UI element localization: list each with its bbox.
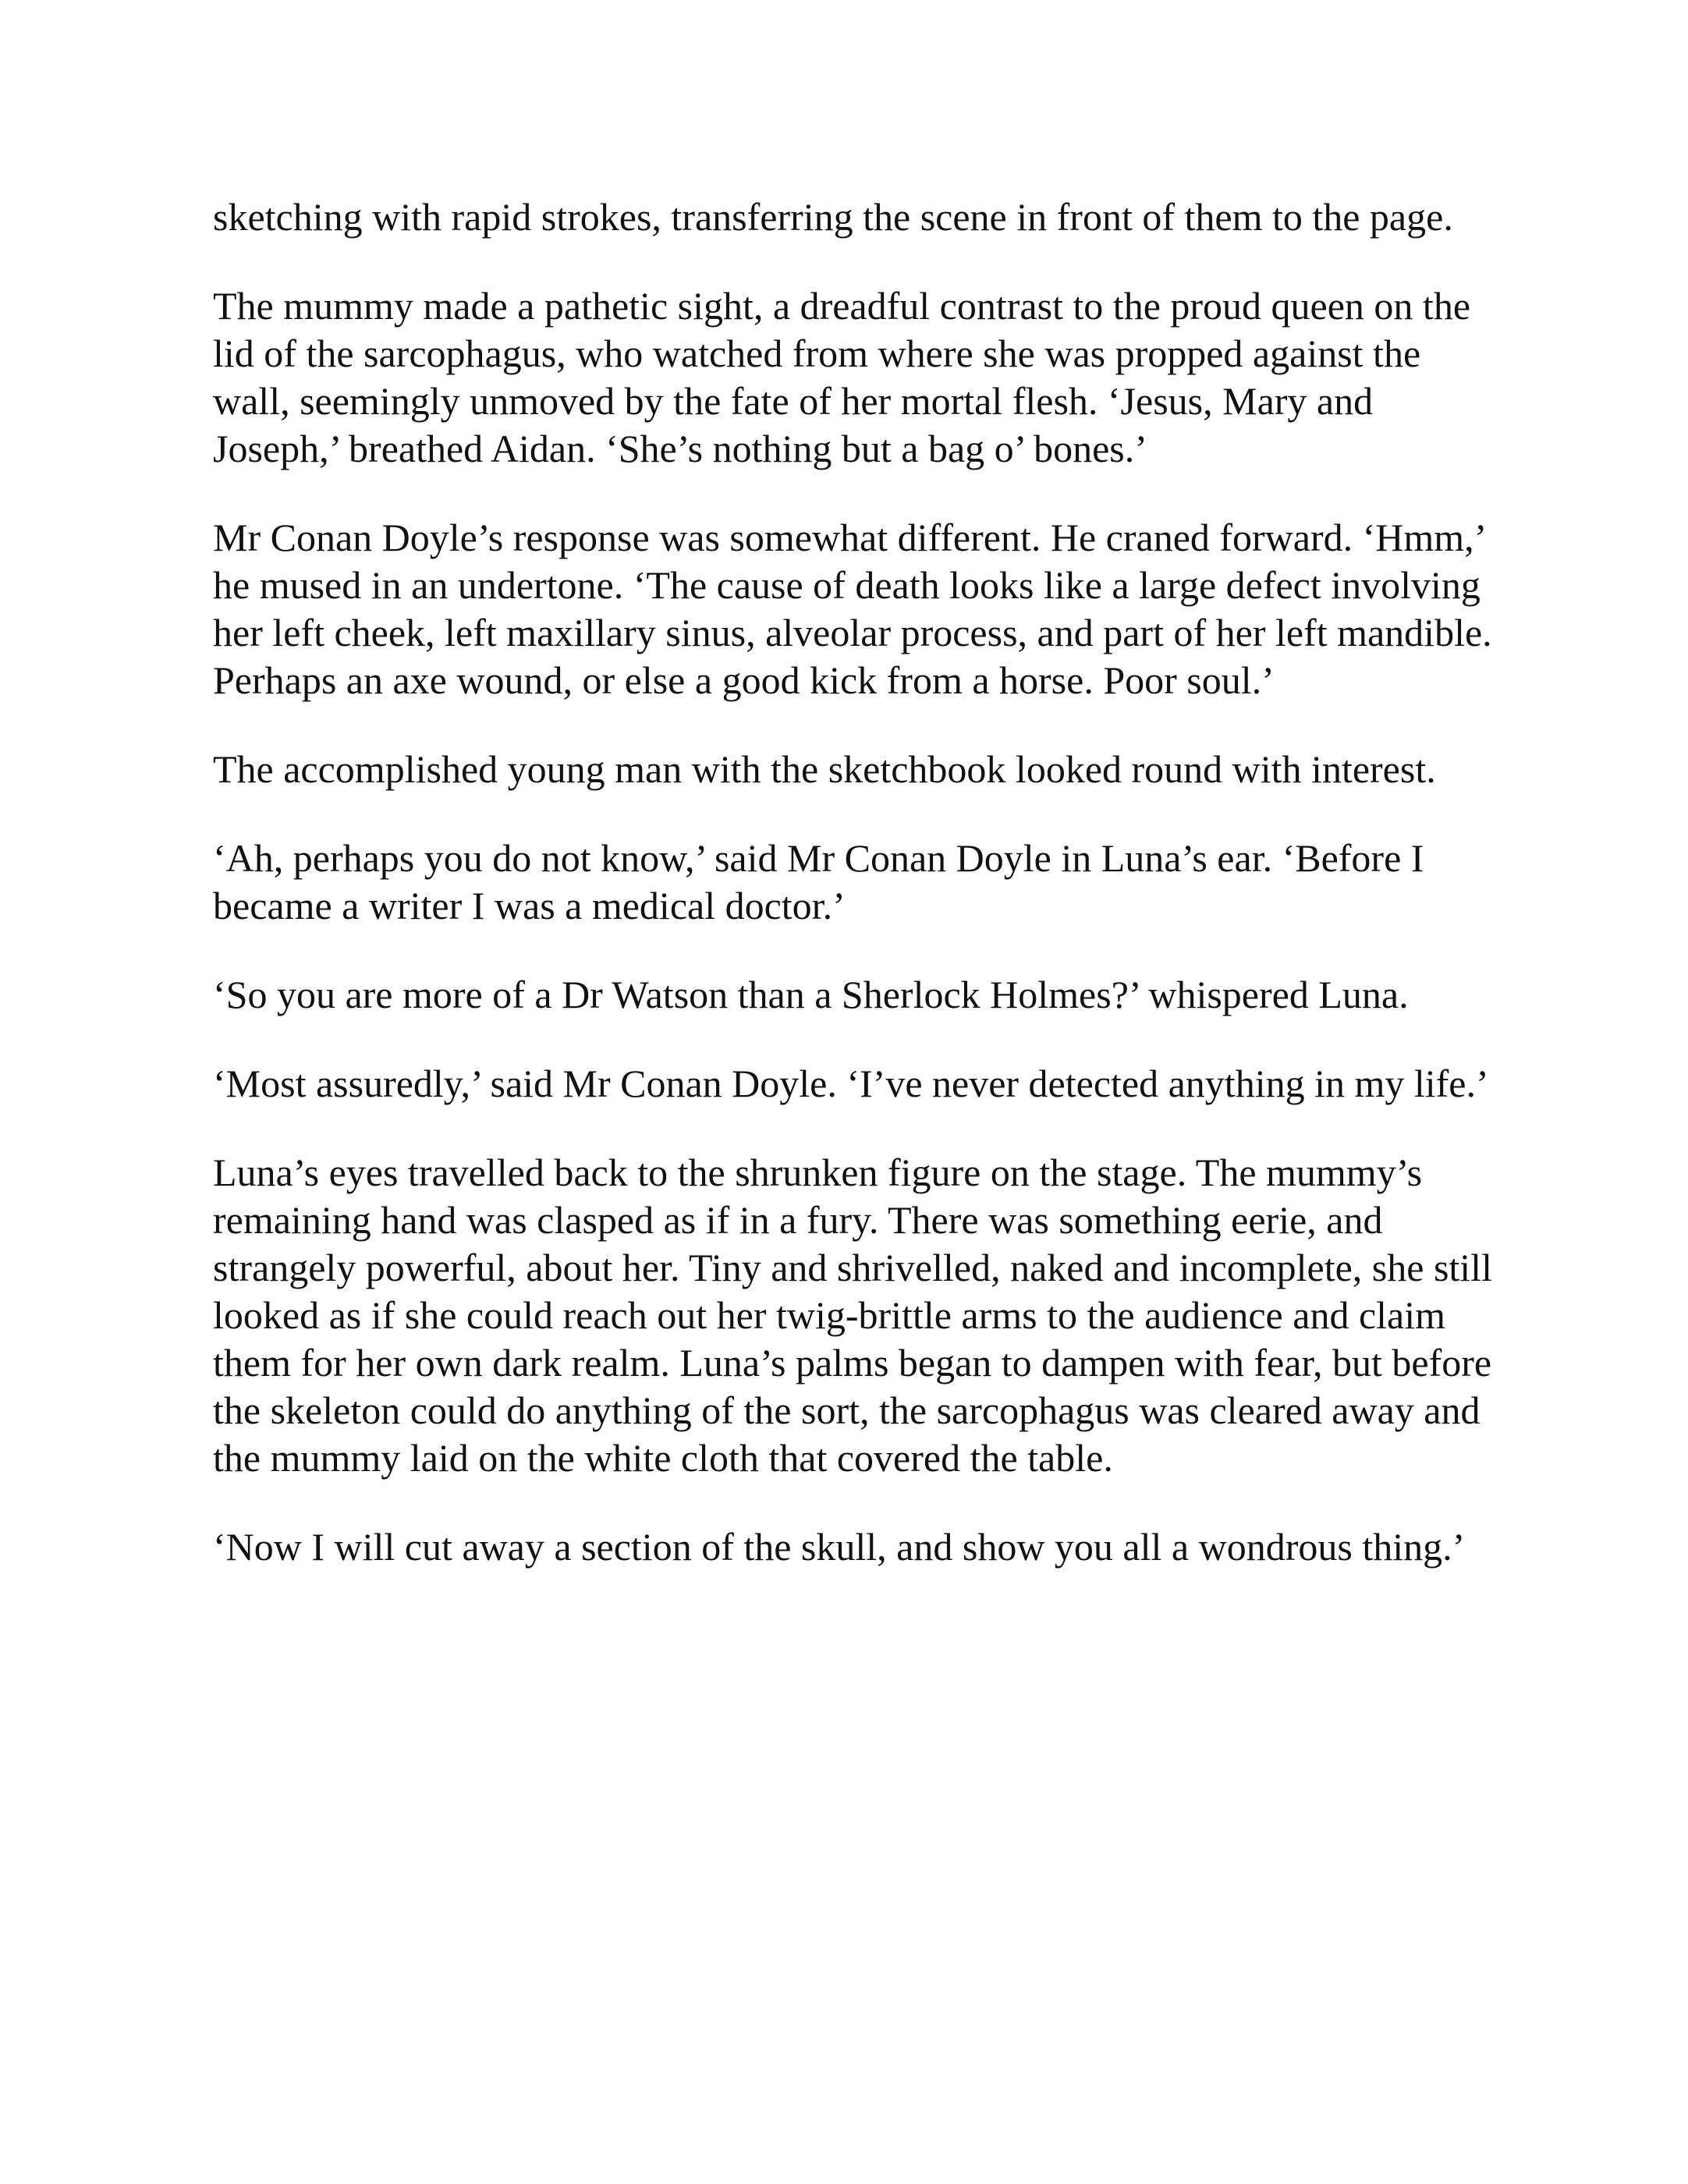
paragraph: Luna’s eyes travelled back to the shrunken figure on the stage. The mummy’s remaining hand was clasped as if in a fury. There was something eerie, and strangely powerful, about her. Tiny and shrivelled, naked and incomplete, she still looked as if she could reach out her twig-brittle arms to the audience and claim them for her own dark realm. Luna’s palms began to dampen with fear, but before the skeleton could do anything of the sort, the sarcophagus was cleared away and the mummy laid on the white cloth that covered the table. — [213, 1150, 1492, 1480]
paragraph: ‘So you are more of a Dr Watson than a Sherlock Holmes?’ whispered Luna. — [213, 973, 1409, 1016]
paragraph: sketching with rapid strokes, transferring the scene in front of them to the page. — [213, 195, 1453, 239]
paragraph: The accomplished young man with the sketchbook looked round with interest. — [213, 747, 1436, 791]
paragraph: Mr Conan Doyle’s response was somewhat different. He craned forward. ‘Hmm,’ he mused in an undertone. ‘The cause of death looks like a large defect involving her left cheek, left maxillary sinus, alveolar process, and part of her left mandible. Perhaps an axe wound, or else a good kick from a horse. Poor soul.’ — [213, 516, 1492, 702]
paragraph: The mummy made a pathetic sight, a dreadful contrast to the proud queen on the lid of the sarcophagus, who watched from where she was propped against the wall, seemingly unmoved by the fate of her mortal flesh. ‘Jesus, Mary and Joseph,’ breathed Aidan. ‘She’s nothing but a bag o’ bones.’ — [213, 284, 1471, 470]
paragraph: ‘Most assuredly,’ said Mr Conan Doyle. ‘I’ve never detected anything in my life.’ — [213, 1062, 1489, 1105]
paragraph: ‘Now I will cut away a section of the skull, and show you all a wondrous thing.’ — [213, 1525, 1466, 1569]
body-text — [213, 193, 1492, 1612]
paragraph: ‘Ah, perhaps you do not know,’ said Mr Conan Doyle in Luna’s ear. ‘Before I became a writer I was a medical doctor.’ — [213, 836, 1424, 927]
